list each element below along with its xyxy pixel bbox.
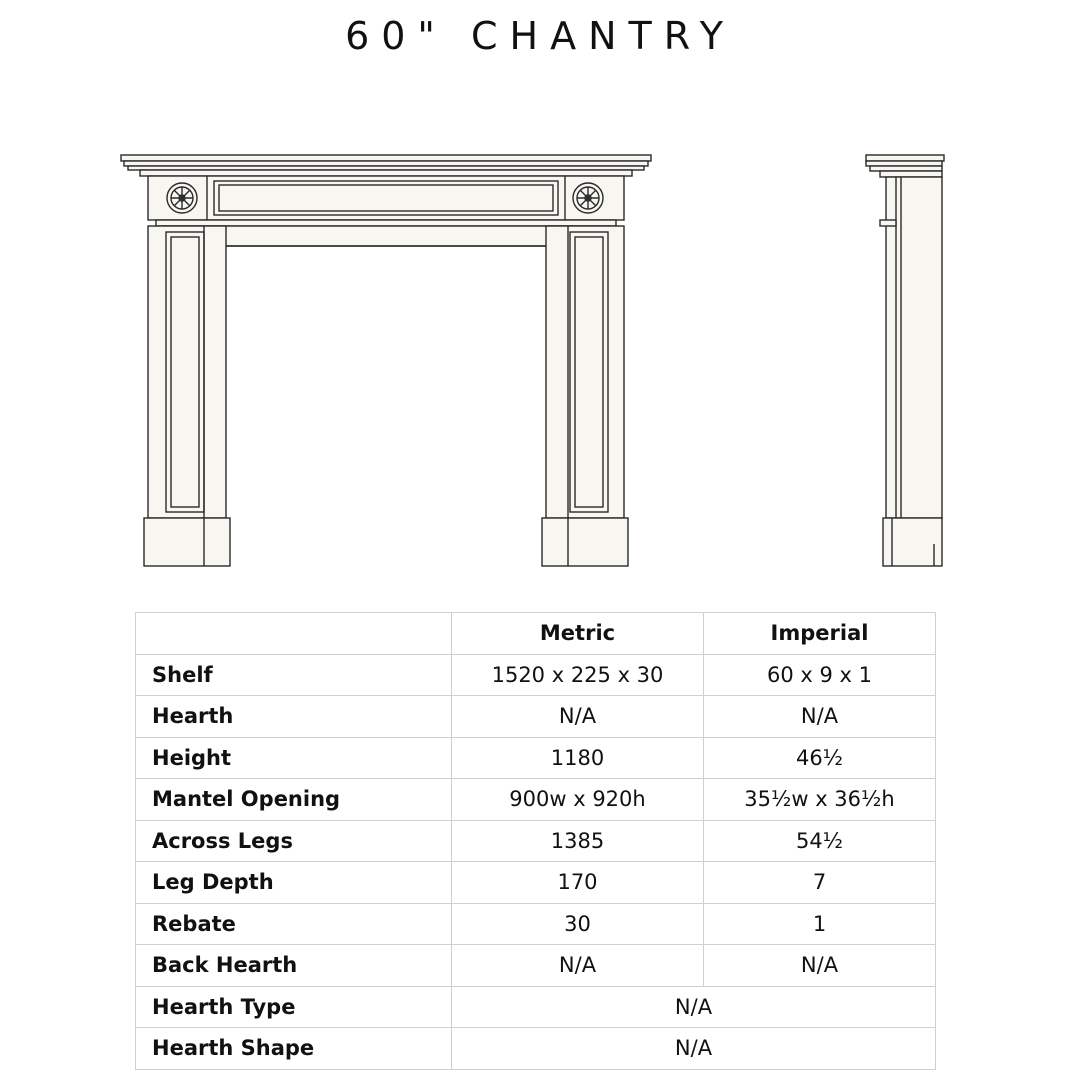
rosette-right — [573, 183, 603, 213]
header-imperial: Imperial — [704, 613, 936, 655]
header-metric: Metric — [452, 613, 704, 655]
imperial-value: N/A — [704, 945, 936, 987]
imperial-value: 35½w x 36½h — [704, 779, 936, 821]
row-label: Mantel Opening — [136, 779, 452, 821]
header-empty — [136, 613, 452, 655]
merged-value: N/A — [452, 1028, 936, 1070]
table-row — [136, 986, 936, 1028]
imperial-value: N/A — [704, 696, 936, 738]
metric-value: N/A — [452, 696, 704, 738]
row-label: Across Legs — [136, 820, 452, 862]
table-row — [136, 737, 936, 779]
row-label: Leg Depth — [136, 862, 452, 904]
table-row — [136, 903, 936, 945]
table-row — [136, 654, 936, 696]
rosette-left — [167, 183, 197, 213]
imperial-value: 46½ — [704, 737, 936, 779]
metric-value: N/A — [452, 945, 704, 987]
table-row — [136, 779, 936, 821]
metric-value: 900w x 920h — [452, 779, 704, 821]
metric-value: 1385 — [452, 820, 704, 862]
row-label: Hearth Type — [136, 986, 452, 1028]
imperial-value: 7 — [704, 862, 936, 904]
table-row — [136, 820, 936, 862]
table-row — [136, 696, 936, 738]
imperial-value: 60 x 9 x 1 — [704, 654, 936, 696]
metric-value: 170 — [452, 862, 704, 904]
row-label: Shelf — [136, 654, 452, 696]
imperial-value: 1 — [704, 903, 936, 945]
table-row — [136, 862, 936, 904]
specs-table — [135, 612, 936, 1070]
metric-value: 1180 — [452, 737, 704, 779]
table-row — [136, 1028, 936, 1070]
row-label: Hearth Shape — [136, 1028, 452, 1070]
front-elevation — [121, 155, 651, 566]
page-title: 60" CHANTRY — [345, 14, 735, 58]
table-row — [136, 945, 936, 987]
imperial-value: 54½ — [704, 820, 936, 862]
metric-value: 30 — [452, 903, 704, 945]
row-label: Rebate — [136, 903, 452, 945]
table-header-row — [136, 613, 936, 655]
metric-value: 1520 x 225 x 30 — [452, 654, 704, 696]
merged-value: N/A — [452, 986, 936, 1028]
row-label: Back Hearth — [136, 945, 452, 987]
side-elevation — [866, 155, 944, 566]
row-label: Height — [136, 737, 452, 779]
row-label: Hearth — [136, 696, 452, 738]
